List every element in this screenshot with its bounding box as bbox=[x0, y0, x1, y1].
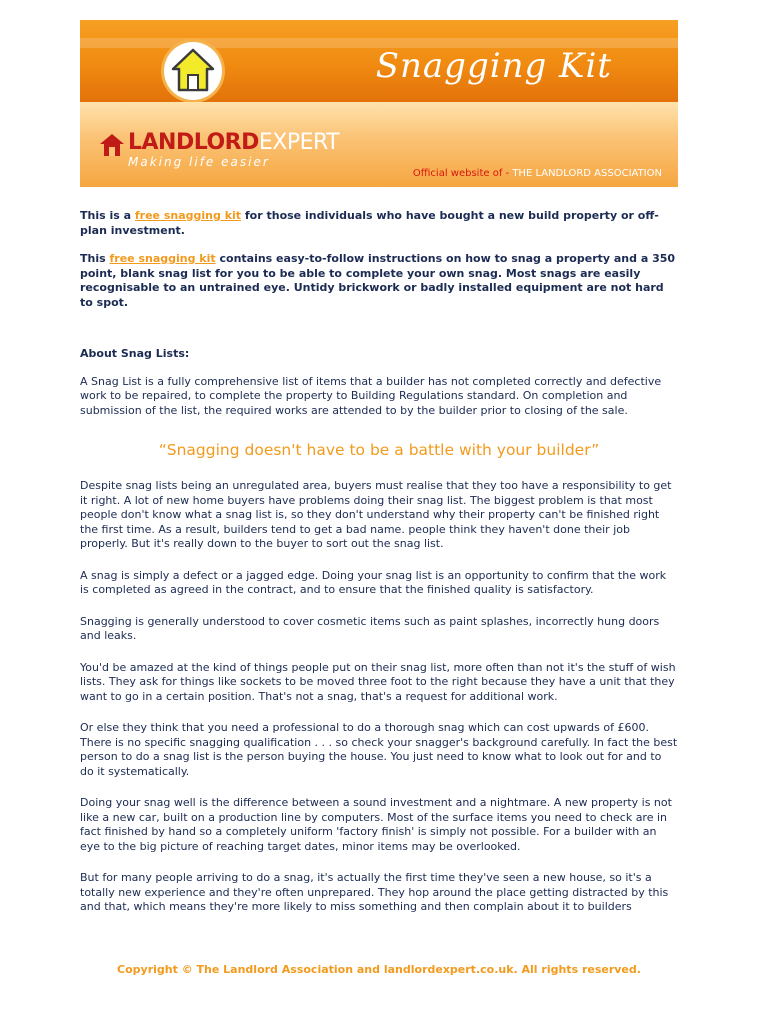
header-banner bbox=[80, 20, 678, 187]
body-paragraph: Or else they think that you need a professional to do a thorough snag which can cost upwards of £600. There is no specific snagging qualification . . . so check your snagger's background carefully. In fact the best person to do a snag list is the person buying the house. You just need to know what to look out for and to do it systematically. bbox=[80, 721, 678, 778]
logo-part-2: EXPERT bbox=[258, 130, 340, 155]
body-paragraph: You'd be amazed at the kind of things people put on their snag list, more often than not it's the stuff of wish lists. They ask for things like sockets to be moved three foot to the right because they have a unit that they want to go in a certain position. That's not a snag, that's a request for additional work. bbox=[80, 660, 676, 703]
house-badge bbox=[164, 42, 222, 100]
intro-paragraph-1 bbox=[80, 209, 678, 238]
banner-bottom bbox=[80, 102, 678, 187]
banner-top bbox=[80, 20, 678, 102]
logo-tagline: Making life easier bbox=[128, 155, 270, 169]
intro-text: for those individuals who have bought a new build property or off-plan investment. bbox=[80, 209, 659, 237]
intro-text: This is a bbox=[80, 209, 135, 222]
kit-title: Snagging Kit bbox=[375, 46, 612, 86]
official-prefix: Official website of - bbox=[412, 168, 510, 179]
logo-house-icon bbox=[98, 132, 126, 158]
official-website-line bbox=[413, 168, 662, 179]
house-icon bbox=[164, 42, 222, 100]
pull-quote: “Snagging doesn't have to be a battle with your builder” bbox=[158, 441, 600, 459]
body-paragraph: But for many people arriving to do a snag, it's actually the first time they've seen a new house, so it's a totally new experience and they're often unprepared. They hop around the place getting distracted by this and that, which means they're more likely to miss something and then complain about it to builders bbox=[80, 871, 669, 913]
body-paragraph: A snag is simply a defect or a jagged edge. Doing your snag list is an opportunity to confirm that the work is completed as agreed in the contract, and to ensure that the finished quality is satisfactory. bbox=[80, 568, 667, 596]
about-heading: About Snag Lists: bbox=[80, 347, 190, 360]
intro-text: contains easy-to-follow instructions on how to snag a property and a 350 point, blank snag list for you to be able to complete your own snag. Most snags are easily recognisable to an untrained eye. Untidy brickwork or badly installed equipment are not hard to spot. bbox=[80, 252, 676, 309]
about-body: A Snag List is a fully comprehensive list of items that a builder has not completed correctly and defective work to be repaired, to complete the property to Building Regulations standard. On completion and submission of the list, the required works are attended to by the builder prior to closing of the sale. bbox=[80, 374, 662, 417]
body-paragraph: Despite snag lists being an unregulated area, buyers must realise that they too have a responsibility to get it right. A lot of new home buyers have problems doing their snag list. The biggest problem is that most people don't know what a snag list is, so they don't understand why their property can't be finished right the first time. As a result, builders tend to get a bad name. people think they haven't done their job properly. But it's really down to the buyer to sort out the snag list. bbox=[80, 479, 672, 550]
intro-paragraph-2 bbox=[80, 252, 678, 310]
logo-wordmark bbox=[128, 130, 339, 155]
official-org: THE LANDLORD ASSOCIATION bbox=[512, 168, 662, 179]
logo-part-1: LANDLORD bbox=[128, 130, 259, 155]
intro-text: This bbox=[80, 252, 110, 265]
main-content bbox=[80, 209, 678, 915]
body-paragraph: Snagging is generally understood to cover cosmetic items such as paint splashes, incorrectly hung doors and leaks. bbox=[80, 614, 660, 642]
free-snagging-kit-link[interactable]: free snagging kit bbox=[134, 209, 242, 222]
copyright-footer: Copyright © The Landlord Association and landlordexpert.co.uk. All rights reserved. bbox=[117, 963, 641, 976]
body-paragraph: Doing your snag well is the difference between a sound investment and a nightmare. A new property is not like a new car, built on a production line by computers. Most of the surface items you need to check are in fact finished by hand so a completely uniform 'factory finish' is simply not possible. For a builder with an eye to the big picture of reaching target dates, minor items may be overlooked. bbox=[80, 796, 672, 853]
free-snagging-kit-link[interactable]: free snagging kit bbox=[109, 252, 216, 265]
